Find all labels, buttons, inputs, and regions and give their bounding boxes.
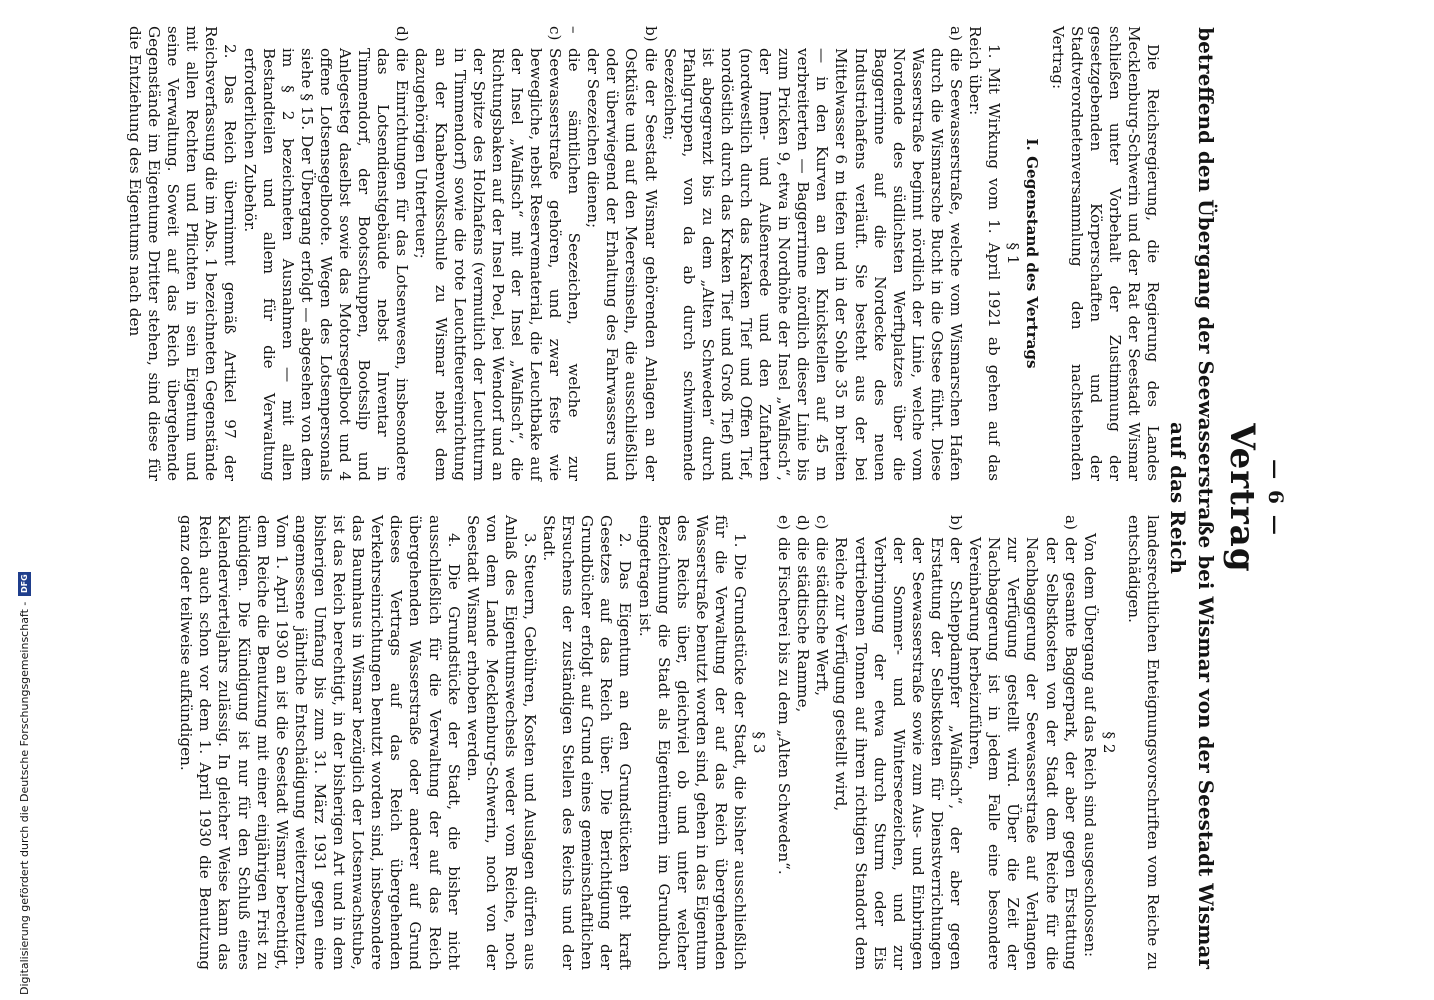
- list-marker: c): [813, 515, 832, 530]
- document-subtitle-line-2: auf das Reich: [1166, 422, 1190, 574]
- list-item-a: [965, 515, 1080, 970]
- paragraph-3-item-1: 1. Die Grundstücke der Stadt, die bisher ausschließlich für die Verwaltung der auf das Reich übergehenden Wasserstraße benutzt worden sind, gehen in das Eigentum des Reichs über, gleichviel ob und unter welcher Bezeichnung die Stadt als Eigentümerin im Grundbuch eingetragen ist.: [635, 515, 750, 970]
- list-item-a: [660, 26, 966, 481]
- paragraph-1-text: 1. Mit Wirkung vom 1. April 1921 ab gehen auf das Reich über:: [966, 26, 1004, 481]
- list-item-d: [793, 515, 812, 970]
- paragraph-2-text: Von dem Übergang auf das Reich sind ausgeschlossen:: [1080, 533, 1099, 958]
- paragraph-3-item-4: 4. Die Grundstücke der Stadt, die bisher nicht ausschließlich für die Verwaltung der auf das Reich übergehenden Wasserstraße oder anderer auf Grund dieses Vertrags auf das Reich übergehenden Verkehrseinrichtungen benutzt worden sind, insbesondere das Baumhaus in Wismar bezüglich der Lotsenwachstube, ist das Reich berechtigt, in der bisherigen Art und in dem bisherigen Umfang bis zum 31. März 1931 gegen eine angemessene jährliche Entschädigung weiterzubenutzen. Vom 1. April 1930 an ist die Seestadt Wismar berechtigt, dem Reiche die Benutzung mit einer einjährigen Frist zu kündigen. Die Kündigung ist nur für den Schluß eines Kalendervierteljahrs zulässig. In gleicher Weise kann das Reich auch schon vor dem 1. April 1930 die Benutzung ganz oder teilweise aufkündigen.: [177, 515, 463, 970]
- list-item-d: [240, 26, 412, 481]
- list-item-text: die der Seestadt Wismar gehörenden Anlagen an der Ostküste und auf den Meeresinseln, die ausschließlich oder überwiegend der Erhaltung des Fahrwassers und der Seezeichen dienen;: [584, 48, 660, 481]
- intro-paragraph: Die Reichsregierung, die Regierung des Landes Mecklenburg-Schwerin und der Rat der Seestadt Wismar schließen unter Vorbehalt der Zustimmung der gesetzgebenden Körperschaften und der Stadtverordnetenversammlung den nachstehenden Vertrag:: [1048, 26, 1162, 481]
- list-marker: d): [393, 26, 412, 42]
- list-item-text: die sämtlichen Seezeichen, welche zur Seewasserstraße gehören, und zwar feste wie bewegliche, nebst Reservematerial, die Leuchtbake auf der Insel „Walfisch“ mit der Insel „Walfisch“, die Richtungsbaken auf der Insel Poel, bei Wendorf und an der Spitze des Holzhafens (vermutlich der Leuchtturm in Timmendorf) sowie die rote Leuchtfeuereinrichtung an der Knabenvolksschule zu Wismar nebst dem dazugehörigen Unterteuer;: [412, 48, 584, 481]
- list-item-text: die Einrichtungen für das Lotsenwesen, insbesondere das Lotsendienstgebäude nebst Inventar in Timmendorf, der Bootsschuppen, Bootsslip und Anlegesteg daselbst sowie das Motorsegelboot und 4 offene Lotsensegelboote. Wegen des Lotsenpersonals siehe § 15. Der Übergang erfolgt — abgesehen von dem im § 2 bezeichneten Ausnahmen — mit allen Bestandteilen und allem für die Verwaltung erforderlichen Zubehör.: [240, 48, 412, 481]
- list-marker: a): [1061, 515, 1080, 530]
- list-item-text: der gesamte Baggerpark, der aber gegen Erstattung der Selbstkosten von der Stadt dem Reiche für die Nachbaggerung der Seewasserstraße auf Verlangen zur Verfügung gestellt wird. Über die Zeit der Nachbaggerung ist in jedem Falle eine besondere Vereinbarung herbeizuführen,: [966, 537, 1080, 970]
- list-item-c: [411, 26, 583, 481]
- list-item-text: die städtische Werft,: [813, 537, 832, 697]
- list-marker: b): [641, 26, 660, 42]
- continued-text: landesrechtlichen Enteignungsvorschriften vom Reiche zu entschädigen.: [1124, 515, 1162, 970]
- credit-text: Digitalisierung gefördert durch die Deutsche Forschungsgemeinschaft -: [18, 601, 31, 995]
- right-column: [142, 515, 1162, 970]
- page-number: — 6 —: [1264, 459, 1288, 537]
- list-marker: d): [794, 515, 813, 531]
- list-item-text: die Seewasserstraße, welche vom Wismarschen Hafen durch die Wismarsche Bucht in die Ostsee führt. Diese Wasserstraße beginnt nördlich der Linie, welche vom Nordende des südlichsten Werftplatzes über die Baggerrinne auf die Nordecke des neuen Industriehafens verläuft. Sie besteht aus der bei Mittelwasser 6 m tiefen und in der Sohle 35 m breiten — in den Kurven an den Knickstellen auf 45 m verbreiterten — Baggerrinne nördlich dieser Linie bis zum Pricken 9, etwa in Nordhöhe der Insel „Walfisch“, der Innen- und Außenreede und den Zufahrten (nordwestlich durch das Kraken Tief und Offen Tief, nordöstlich durch das Kraken Tief und Groß Tief) und ist abgegrenzt bis zu dem „Alten Schweden“ durch Pfahlgruppen, von da ab durch schwimmende Seezeichen;: [660, 48, 966, 481]
- section-heading: I. Gegenstand des Vertrags: [1023, 138, 1042, 369]
- digitization-credit: [18, 572, 31, 995]
- list-item-e: [774, 515, 793, 970]
- document-title: Vertrag: [1222, 423, 1262, 573]
- list-marker: –c): [546, 26, 584, 41]
- paragraph-3-heading: § 3: [750, 731, 769, 754]
- paragraph-3-item-2: 2. Das Eigentum an den Grundstücken geht kraft Gesetzes auf das Reich über. Die Berichtigung der Grundbücher erfolgt auf Grund eines gemeinschaftlichen Ersuchens der zuständigen Stellen des Reichs und der Stadt.: [540, 515, 635, 970]
- list-item-text: die städtische Ramme,: [794, 537, 813, 713]
- list-marker: a): [947, 26, 966, 41]
- list-marker: b): [947, 515, 966, 531]
- list-marker: e): [775, 515, 794, 530]
- list-item-text: der Schleppdampfer „Walfisch“, der aber gegen Erstattung der Selbstkosten für Dienstverrichtungen der Seewasserstraße sowie zum Aus- und Einbringen der Sommer- und Winterseezeichen, und zur Verbringung der etwa durch Sturm oder Eis vertriebenen Tonnen auf ihren richtigen Standort dem Reiche zur Verfügung gestellt wird,: [832, 537, 966, 970]
- list-item-b: [583, 26, 659, 481]
- list-item-c: [812, 515, 831, 970]
- document-subtitle-line-1: betreffend den Übergang der Seewasserstraße bei Wismar von der Seestadt Wismar: [1194, 27, 1218, 969]
- list-item-b: [831, 515, 965, 970]
- document-page: [120, 18, 1290, 978]
- paragraph-1-item-2: 2. Das Reich übernimmt gemäß Artikel 97 der Reichsverfassung die im Abs. 1 bezeichneten Gegenstände mit allen Rechten und Pflichten in sein Eigentum und seine Verwaltung. Soweit auf das Reich übergehende Gegenstände im Eigentume Dritter stehen, sind diese für die Entziehung des Eigentums nach den: [126, 26, 240, 481]
- left-column: [126, 26, 1162, 481]
- list-item-text: die Fischerei bis zu dem „Alten Schweden“.: [775, 537, 794, 875]
- dfg-logo: DFG: [18, 572, 31, 596]
- paragraph-1-heading: § 1: [1004, 242, 1023, 265]
- paragraph-3-item-3: 3. Steuern, Gebühren, Kosten und Auslagen dürfen aus Anlaß des Eigentumswechsels weder vom Reiche, noch von dem Lande Mecklenburg-Schwerin, noch von der Seestadt Wismar erhoben werden.: [463, 515, 539, 970]
- paragraph-2-heading: § 2: [1099, 731, 1118, 754]
